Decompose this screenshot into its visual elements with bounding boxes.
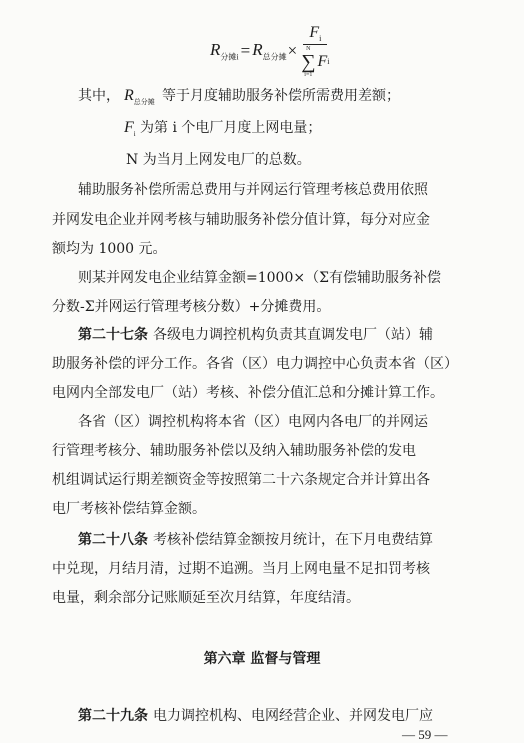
formula-fraction (301, 24, 329, 77)
symbol-f-i: $F_i$ (124, 119, 136, 139)
fraction-numerator: $F_i$ (303, 24, 327, 44)
article-27-title: 第二十七条 (78, 327, 148, 343)
formula-equals: = (240, 41, 251, 60)
formula-times: × (287, 41, 298, 60)
article-29-title: 第二十九条 (78, 708, 148, 724)
allocation-formula (210, 22, 329, 80)
document-page: $R_{分摊i}$ = $R_{总分摊}$ × $F_i$ N ∑ i=1 F i 其中， $R_{总分摊}$ 等于月度辅助服务补偿所需费用差额； $F_i$ 为第 i 个电厂月度上网电量； N 为当月上网发电厂的总数。 辅助服务补偿所需总费用与并网运行管理考核总费用依照 并网发电企业并网考核与辅助服务补偿分值计算，每分对应金 额均为 1000 元。 则某并网发电企业结算金额=1000×（Σ有偿辅助服务补偿 分数-Σ并网运行管理考核分数）+分摊费用。 第二十七条 各级电力调控机构负责其直调发电厂（站）辅 助服务补偿的评分工作。各省（区）电力调控中心负责本省（区） 电网内全部发电厂（站）考核、补偿分值汇总和分摊计算工作。 各省（区）调控机构将本省（区）电网内各电厂的并网运 行管理考核分、辅助服务补偿以及纳入辅助服务补偿的发电 机组调试运行期差额资金等按照第二十六条规定合并计算出各 电厂考核补偿结算金额。 第二十八条 考核补偿结算金额按月统计，在下月电费结算 中兑现，月结月清，过期不追溯。当月上网电量不足扣罚考核 电量，剩余部分记账顺延至次月结算，年度结清。 第六章 监督与管理 第二十九条 电力调控机构、电网经营企业、并网发电厂应 — 59 — (0, 0, 524, 743)
summation-sign: N ∑ i=1 (301, 45, 316, 78)
fraction-denominator: N ∑ i=1 F i (301, 45, 330, 78)
chapter-heading: 第六章 监督与管理 (203, 651, 321, 667)
symbol-r-total: $R_{总分摊}$ (124, 87, 155, 107)
formula-lhs: $R_{分摊i}$ (210, 39, 239, 62)
article-28-title: 第二十八条 (78, 532, 148, 548)
page-number: — 59 — (402, 727, 448, 742)
formula-total-allocation: $R_{总分摊}$ (252, 39, 287, 62)
